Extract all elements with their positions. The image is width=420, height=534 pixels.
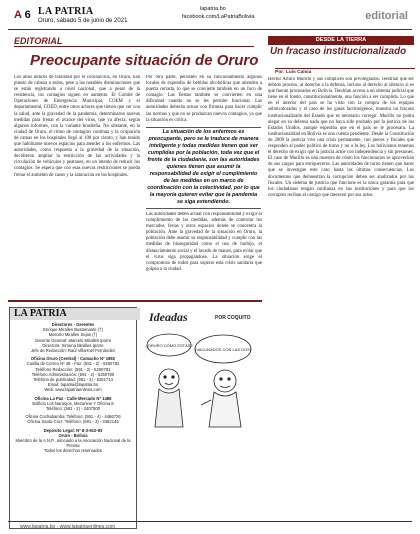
column-title: Un fracaso institucionalizado <box>270 46 407 57</box>
editorial-cartoon <box>141 305 262 435</box>
bubble-right-text: ¡VACUNADOS CON LAS DOS! <box>195 347 251 352</box>
website-link[interactable]: lapatria.bo <box>200 6 226 12</box>
info-box-title: LA PATRIA <box>10 308 140 320</box>
column-body: Hector Arturo Murillo y sus cómplices son privilegiados. Tendrían que ser debido proceso, al derecho a la defensa, incluso al derecho al silencio si es que fueran procesados en Bolivia. Tendrían acceso a un sistema judicial que tiene en el fondo, constitucionalmente, una función a ser cumplida. Lo que en el interior del país se ha visto con la compra de los equipos sobrevalorados y el caso de los gases lacrimógenos, muestra un fracaso institucionalizado del Estado que es necesario corregir. Murillo no podrá alegar en su defensa nada que no haya sido probado por la justicia de los Estados Unidos, aunque esperaba que en el país se le procesara. La institucionalidad en Bolivia es una cuenta pendiente. Desde la Constitución de 2009 la justicia vive una crisis permanente, con jueces y fiscales que responden al poder político de turno y no a la ley. Los bolivianos tenemos el derecho de exigir que la justicia actúe con independencia y sin presiones. El caso de Murillo es una muestra de cómo los funcionarios se aprovechan de sus cargos para enriquecerse. Las autoridades de turno tienen que hacer que se investigue este caso hasta las últimas consecuencias. Los documentos que demuestran la corrupción deben ser analizados por los fiscales. Un sistema de justicia que funcione es la única garantía para que los ciudadanos tengan confianza en sus instituciones y para que los corruptos reciban el castigo que merecen por sus actos. <box>268 77 414 198</box>
pull-quote: La situación de los enfermos es preocupante, pero se le traduce de manera inteligente y todas medidas tienen que ser cumplidas por la población, toda vez que el frente de la ciudadanía, son las autoridades quienes tienen que asumir la responsabilidad de exigir el cumplimiento de las medidas en un marco de coordinación con la colectividad, por lo que la mayoría quieren evitar que la pandemia se siga extendiendo. <box>147 129 260 205</box>
footer-divider <box>8 521 412 522</box>
cartoon-caption: POR COQUITO <box>215 315 251 321</box>
header-divider <box>8 29 412 30</box>
facebook-link[interactable]: facebook.com/LaPatriaBolivia <box>182 14 255 20</box>
masthead: LA PATRIA <box>38 6 94 17</box>
page-number: A 6 <box>14 9 31 21</box>
footer-links[interactable]: www.lapatria.bo - www.lapatriaenlinea.com <box>20 524 116 530</box>
editorial-column-2: Por otra parte, persisten en su funcionamiento algunos locales de expendio de bebidas alcohólicas que atienden a puerta cerrada, lo que se convierte también en un foco de contagio. Las fiestas también se convierten en una dificultad cuando no se les permite funcionar. Las autoridades deberán actuar con firmeza para hacer cumplir las normas y que no se produzcan nuevos contagios, ya que la situación es crítica. <box>146 75 262 123</box>
column-author: Por: Luis Calsia <box>275 68 415 75</box>
editorial-column-1: Los altos índices de totalidad por el coronavirus, en Oruro, han puesto de cabeza a todos, pese a las notables disminuciones que se están registrando a nivel nacional, que a pesar de la resistencia, los contagios siguen en aumento. El Comité de Operaciones de Emergencia Municipal, COEM y el departamental, COED, entre otros actores que tienen que ver con la salud, ante la gravedad de la pandemia, determinaron nuevas medidas para frenar el avance del virus, que ya afecta, según algunos informes, con la variante brasileña. No obstante, en la ciudad de Oruro, el ritmo de contagios continúa y la ocupación de camas en los hospitales llegó al 100 por ciento, y han tenido que habilitarse nuevos espacios para atender a los enfermos. Las autoridades, como respuesta a la gravedad de la situación, decidieron ampliar la restricción de las actividades y la circulación de vehículos y peatones, en un intento de reducir los contagios. Se espera que con esas nuevas restricciones se pueda frenar el aumento de casos y la saturación en los hospitales. <box>14 75 140 178</box>
quote-top-rule <box>146 127 261 128</box>
quote-bottom-rule <box>146 208 261 209</box>
editorial-label: EDITORIAL <box>14 36 254 47</box>
editorial-column-3: Las autoridades deben actuar con responsabilidad y exigir el cumplimiento de las medidas, además de controlar los mercados, ferias y otros espacios donde se concentra la población. Ante la gravedad de la situación en Oruro, la población debe asumir su responsabilidad y cumplir con las medidas de bioseguridad como el uso de barbijo, el distanciamiento social y el lavado de manos, para evitar que el virus siga propagándose. La situación exige el compromiso de todos para superar esta crisis sanitaria que golpea a la ciudad. <box>146 212 262 272</box>
page-header <box>0 0 420 30</box>
info-box <box>9 307 137 529</box>
bubble-left-text: ¿ORURO CÓMO ESTÁS? <box>145 343 193 348</box>
issue-date: Oruro, sábado 5 de junio de 2021 <box>38 18 128 24</box>
editorial-title: Preocupante situación de Oruro <box>30 52 259 69</box>
section-divider <box>8 300 262 302</box>
section-name: editorial <box>365 10 408 22</box>
character-right <box>201 370 241 427</box>
cartoon-logo: Ideadas <box>149 310 188 324</box>
info-box-text: Directores - Gerentes Enrique Miralles Bustamante (†) Marcelo Miralles Sejas (†) Gerente General: Marcelo Miralles Iporre Directora: Ximena Miralles Iporre Jefe de Redacción: Raúl Villarroel Fernández Oficina Oruro (Central) - Camacho Nº 1892 Casilla de Correo Nº 48 - Fax: (591 - 2) - 5250782 Teléfono Redacción: (591 - 2) - 5250781 Teléfono Administración: (591 - 2) - 5250780 Teléfono de publicidad: (591 - 2) - 5251714 Email: lapatria@lapatria.bo Web: www.lapatriaenlinea.com Oficina La Paz - Calle Mercado Nº 1486 Edificio Los Naranjos, Mezanine Y Oficina 8 Teléfono: (591 - 2) - 2407500 Oficina Cochabamba: Teléfono: (591 - 4) - 4466726 Oficina Santa Cruz: Teléfono: (591 - 3) - 3362145 Depósito Legal: Nº 8-3-910-93 Oruro - Bolivia Miembro de la A.N.P., asociado a la Asociación Nacional de la Prensa Todos los derechos reservados <box>15 322 131 454</box>
column-section-label: DESDE LA TIERRA <box>268 36 414 45</box>
character-left <box>155 369 183 427</box>
